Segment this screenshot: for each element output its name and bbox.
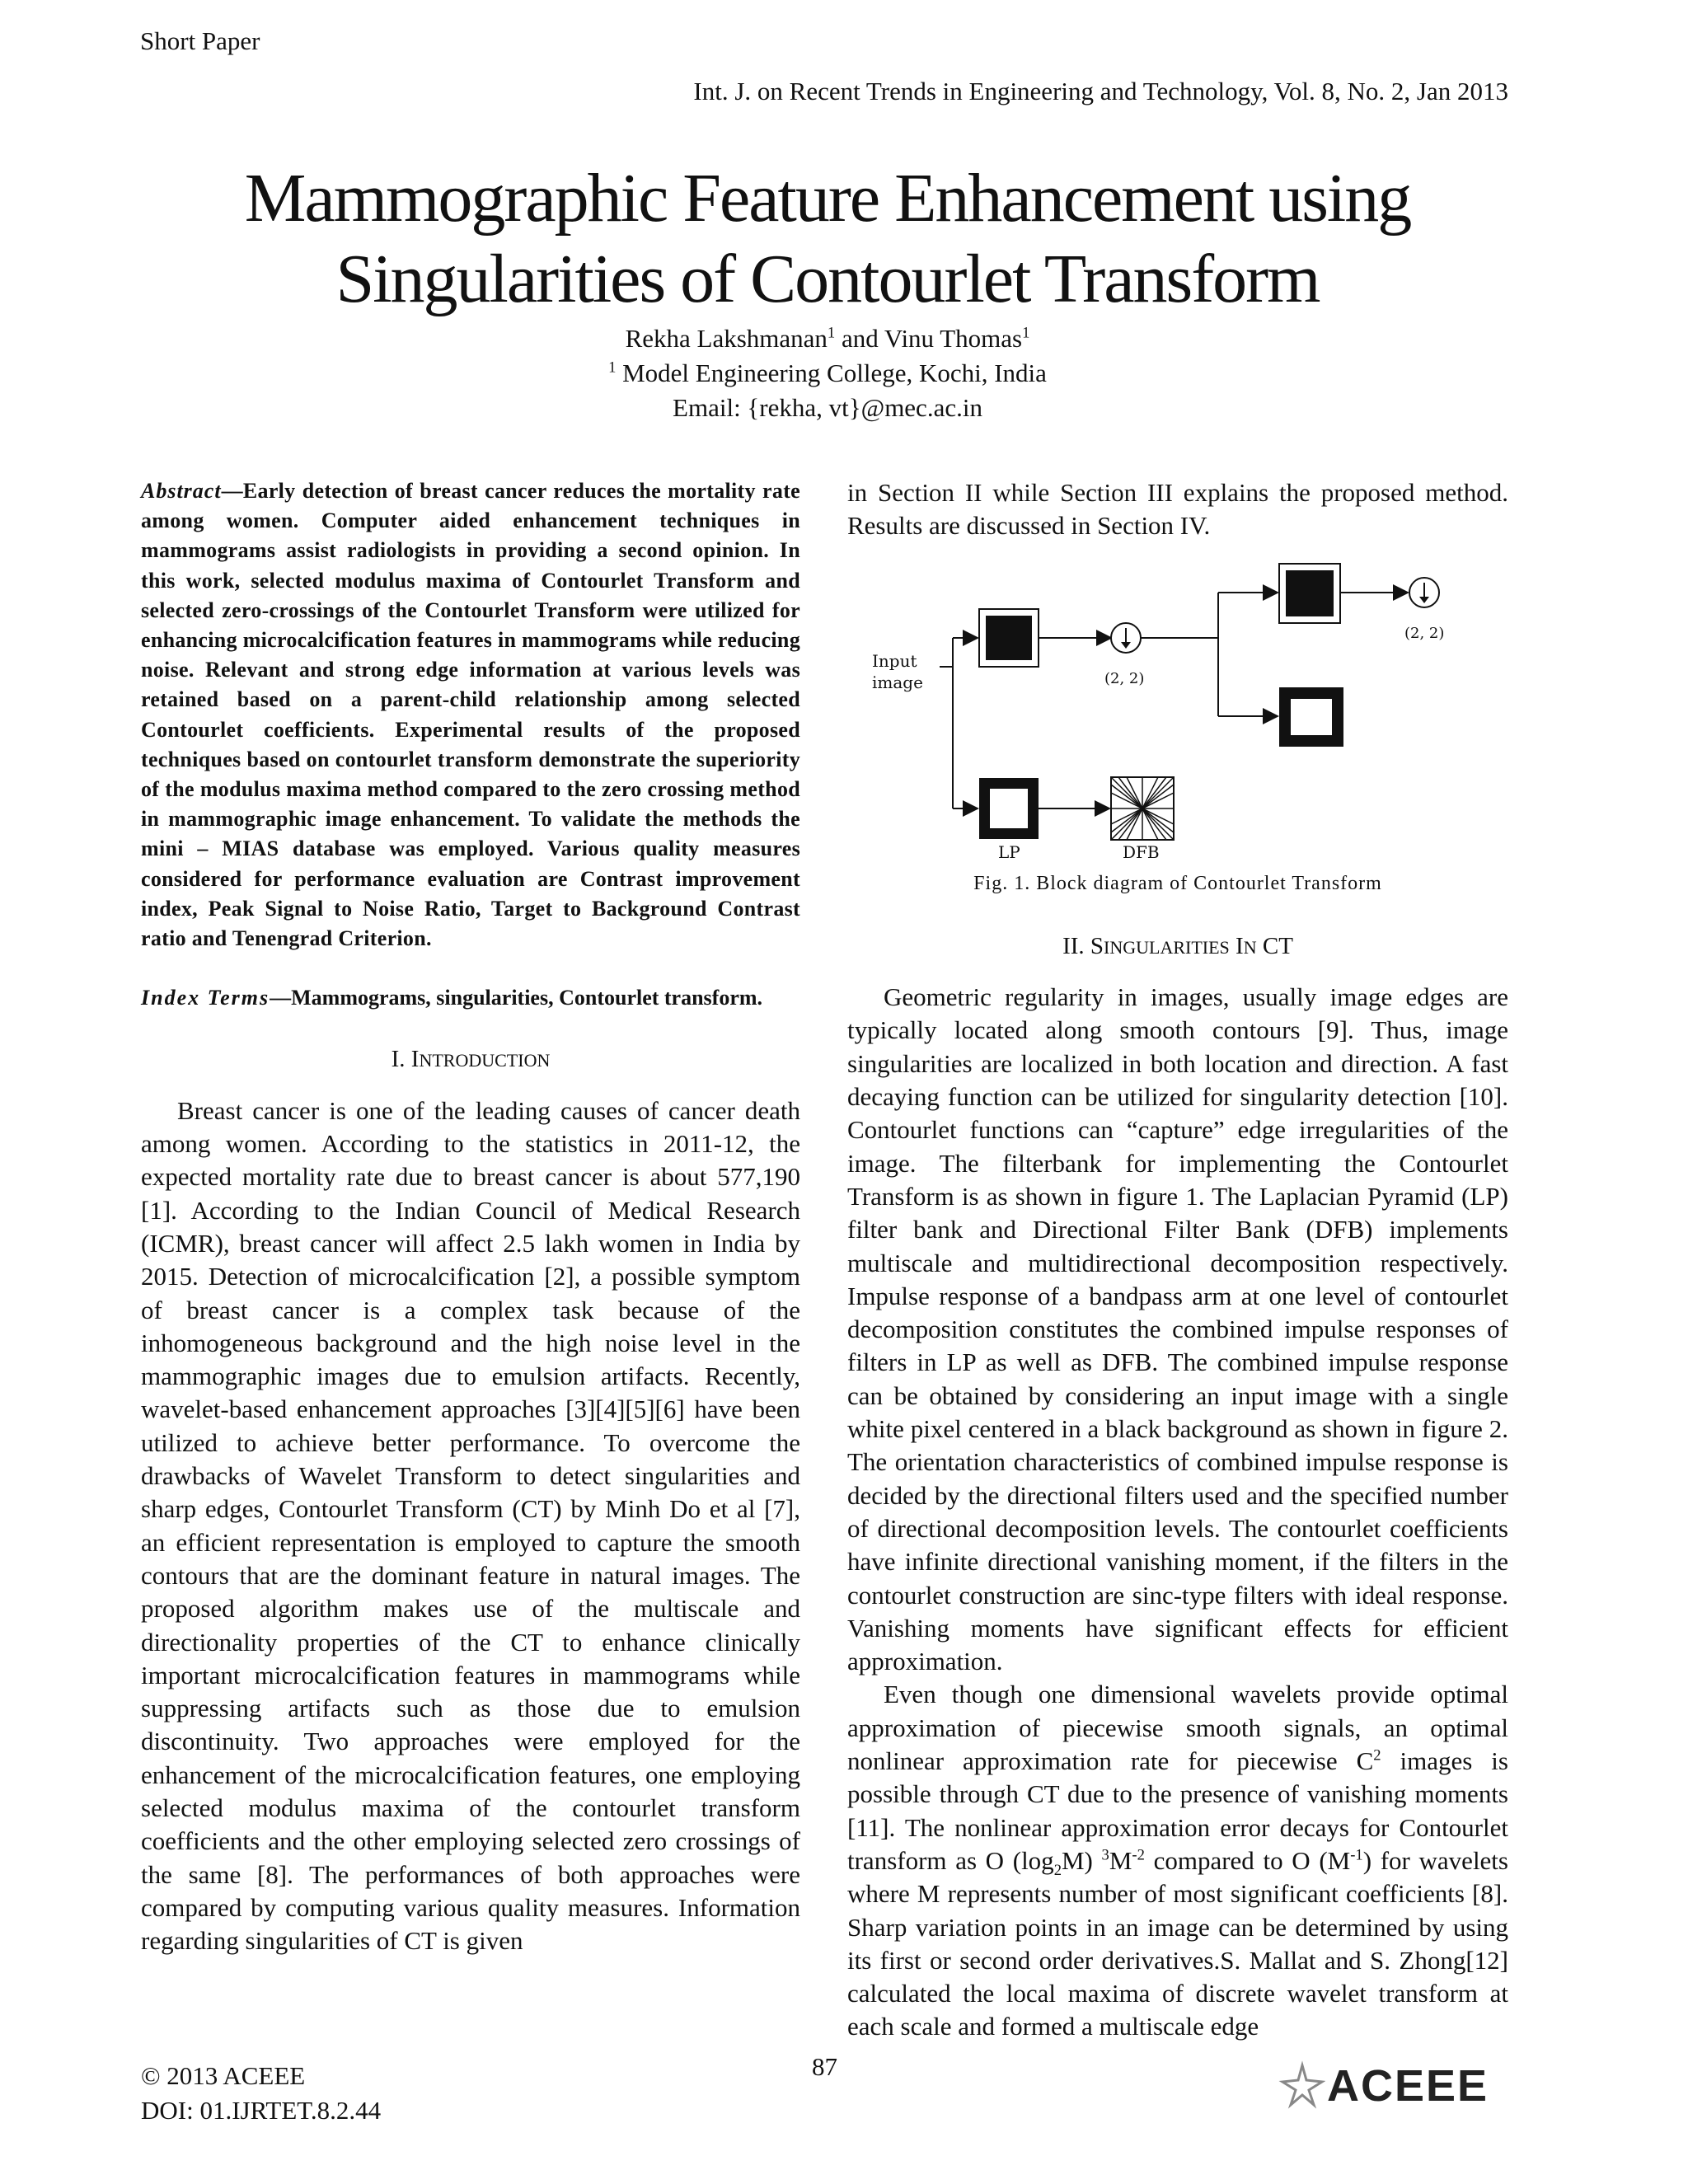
down-label-1: (2, 2) [1104, 669, 1145, 687]
index-terms-text: —Mammograms, singularities, Contourlet transform. [270, 986, 763, 1010]
highpass-box-2 [1279, 564, 1340, 623]
lp-label: LP [998, 841, 1020, 860]
figure-caption: Fig. 1. Block diagram of Contourlet Transform [973, 872, 1382, 894]
copyright: © 2013 ACEEE [141, 2061, 306, 2090]
author-2: Vinu Thomas [884, 324, 1023, 353]
author-1: Rekha Lakshmanan [625, 324, 828, 353]
intro-continuation: in Section II while Section III explains the proposed method. Results are discussed in Section IV. [847, 478, 1508, 541]
author-block [0, 321, 1655, 425]
introduction-paragraph: Breast cancer is one of the leading causes of cancer death among women. According to the statistics in 2011-12, the expected mortality rate due to breast cancer is about 577,190 [1]. According to the Indian Council of Medical Research (ICMR), breast cancer will affect 2.5 lakh women in India by 2015. Detection of microcalcification [2], a possible symptom of breast cancer is a complex task because of the inhomogeneous background and the high noise level in the mammographic images due to emulsion artifacts. Recently, wavelet-based enhancement approaches [3][4][5][6] have been utilized to achieve better performance. To overcome the drawbacks of Wavelet Transform to detect singularities and sharp edges, Contourlet Transform (CT) by Minh Do et al [7], an efficient representation is employed to capture the smooth contours that are the dominant feature in natural images. The proposed algorithm makes use of the multiscale and directionality properties of the CT to enhance clinically important microcalcification features in mammograms while suppressing artifacts such as those due to emulsion discontinuity. Two approaches were employed for the enhancement of the microcalcification features, one employing selected modulus maxima of the contourlet transform coefficients and the other employing selected zero crossings of the same [8]. The performances of both approaches were compared by computing various quality measures. Information regarding singularities of CT is given [141, 1095, 800, 1956]
input-label-2: image [872, 672, 923, 692]
input-label-1: Input [872, 650, 917, 671]
lp-box [979, 778, 1039, 839]
doi: DOI: 01.IJRTET.8.2.44 [141, 2096, 382, 2125]
page-number: 87 [812, 2052, 837, 2081]
author-email: Email: {rekha, vt}@mec.ac.in [673, 393, 982, 422]
left-column [141, 476, 800, 1957]
paper-title [0, 158, 1655, 320]
right-column [847, 476, 1508, 2044]
highpass-box-1 [979, 609, 1039, 667]
dfb-icon [1111, 777, 1174, 840]
abstract [141, 476, 800, 954]
logo-text: ACEEE [1327, 2061, 1489, 2111]
star-icon [1276, 2060, 1325, 2110]
title-line-1: Mammographic Feature Enhancement using [244, 160, 1411, 237]
section-heading-singularities: II. SINGULARITIES IN CT [1062, 932, 1293, 959]
abstract-label: Abstract [141, 479, 222, 503]
affiliation [0, 356, 1655, 391]
figure-block-diagram [847, 560, 1508, 860]
down-arrow-icon-1 [1111, 623, 1141, 653]
lowpass-box-2 [1279, 687, 1343, 747]
abstract-text: —Early detection of breast cancer reduces the mortality rate among women. Computer aided enhancement techniques in mammograms assist radiologists in providing a second opinion. In this work, selected modulus maxima of Contourlet Transform and selected zero-crossings of the Contourlet Transform were utilized for enhancing microcalcification features in mammograms while reducing noise. Relevant and strong edge information at various levels was retained based on a parent-child relationship among selected Contourlet coefficients. Experimental results of the proposed techniques based on contourlet transform demonstrate the superiority of the modulus maxima method compared to the zero crossing method in mammographic image enhancement. To validate the methods the mini – MIAS database was employed. Various quality measures considered for performance evaluation are Contrast improvement index, Peak Signal to Noise Ratio, Target to Background Contrast ratio and Tenengrad Criterion. [141, 479, 800, 951]
title-line-2: Singularities of Contourlet Transform [335, 241, 1320, 317]
author-names [0, 321, 1655, 356]
singularities-paragraph-1: Geometric regularity in images, usually image edges are typically located along smooth contours [9]. Thus, image singularities are localized in both location and direction. A fast decaying function can be utilized for singularity detection [10]. Contourlet functions can “capture” edge irregularities of the image. The filterbank for implementing the Contourlet Transform is as shown in figure 1. The Laplacian Pyramid (LP) filter bank and Directional Filter Bank (DFB) implements multiscale and multidirectional decomposition respectively. Impulse response of a bandpass arm at one level of contourlet decomposition constitutes the combined impulse responses of filters in LP as well as DFB. The combined impulse response can be obtained by considering an input image with a single white pixel centered in a black background as shown in figure 2. The orientation characteristics of combined impulse response is decided by the directional filters used and the specified number of directional decomposition levels. The contourlet coefficients have infinite directional vanishing moment, if the filters in the contourlet construction are sinc-type filters with ideal response. Vanishing moments have significant effects for efficient approximation. [847, 982, 1508, 1676]
section-heading-introduction: I. INTRODUCTION [391, 1046, 551, 1073]
contourlet-diagram [847, 560, 1508, 860]
footer-left [141, 2059, 381, 2128]
affiliation-text: Model Engineering College, Kochi, India [616, 359, 1047, 387]
aceee-logo [1276, 2060, 1489, 2114]
author-2-affil: 1 [1022, 324, 1030, 342]
author-1-affil: 1 [827, 324, 836, 342]
author-and: and [835, 324, 884, 353]
dfb-label: DFB [1123, 841, 1160, 860]
down-arrow-icon-2 [1409, 578, 1439, 607]
index-terms-label: Index Terms [141, 986, 270, 1010]
index-terms [141, 983, 800, 1013]
singularities-paragraph-2: Even though one dimensional wavelets provide optimal approximation of piecewise smooth signals, an optimal nonlinear approximation rate for piecewise $C^2$ images is possible through CT due to the presence of vanishing moments [11]. The nonlinear approximation error decays for Contourlet transform as O $(\log_2M)$ $^3M^{-2}$ compared to O $(M^{-1})$ for wavelets where M represents number of most significant coefficients [8]. Sharp variation points in an image can be determined by using its first or second order derivatives.S. Mallat and S. Zhong[12] calculated the local maxima of discrete wavelet transform at each scale and formed a multiscale edge [847, 1680, 1508, 2041]
paper-type-label: Short Paper [140, 26, 260, 55]
down-label-2: (2, 2) [1404, 624, 1445, 642]
affiliation-mark: 1 [608, 359, 617, 377]
journal-citation: Int. J. on Recent Trends in Engineering and Technology, Vol. 8, No. 2, Jan 2013 [693, 77, 1508, 105]
